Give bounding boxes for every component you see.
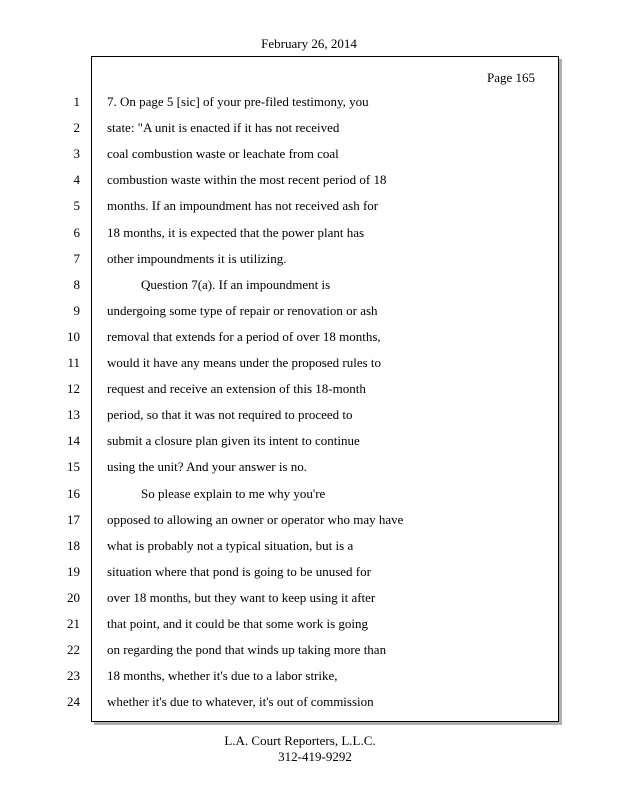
line-number: 2 — [73, 120, 80, 135]
transcript-line: So please explain to me why you're — [141, 486, 326, 501]
footer-phone: 312-419-9292 — [278, 749, 352, 764]
transcript-line: other impoundments it is utilizing. — [107, 251, 287, 266]
line-number: 6 — [73, 225, 80, 240]
transcript-line: would it have any means under the proposed rules to — [107, 355, 382, 370]
line-number: 23 — [67, 668, 80, 683]
page-number: Page 165 — [487, 70, 536, 85]
transcript-line: state: "A unit is enacted if it has not received — [107, 120, 340, 135]
line-number: 9 — [73, 303, 80, 318]
transcript-line: period, so that it was not required to proceed to — [107, 407, 353, 422]
transcript-line: using the unit? And your answer is no. — [107, 459, 308, 474]
transcript-line: over 18 months, but they want to keep using it after — [107, 590, 376, 605]
line-number: 14 — [67, 433, 80, 448]
line-number: 8 — [73, 277, 80, 292]
transcript-line: situation where that pond is going to be unused for — [107, 564, 371, 579]
transcript-line: undergoing some type of repair or renovation or ash — [107, 303, 378, 318]
line-number: 7 — [73, 251, 80, 266]
line-number: 10 — [67, 329, 80, 344]
transcript-line: 18 months, whether it's due to a labor strike, — [107, 668, 338, 683]
line-number: 21 — [67, 616, 80, 631]
line-number: 22 — [67, 642, 80, 657]
transcript-line: what is probably not a typical situation, but is a — [107, 538, 354, 553]
transcript-line: opposed to allowing an owner or operator who may have — [107, 512, 404, 527]
line-number: 16 — [67, 486, 80, 501]
line-number: 17 — [67, 512, 80, 527]
transcript-line: combustion waste within the most recent period of 18 — [107, 172, 387, 187]
line-number: 3 — [73, 146, 80, 161]
transcript-line: submit a closure plan given its intent to continue — [107, 433, 360, 448]
line-number: 24 — [67, 694, 80, 709]
transcript-line: Question 7(a). If an impoundment is — [141, 277, 331, 292]
transcript-line: 18 months, it is expected that the power plant has — [107, 225, 365, 240]
transcript-line: on regarding the pond that winds up taking more than — [107, 642, 387, 657]
footer-company: L.A. Court Reporters, L.L.C. — [224, 733, 376, 748]
transcript-line: whether it's due to whatever, it's out of commission — [107, 694, 374, 709]
line-number: 13 — [67, 407, 80, 422]
line-number: 15 — [67, 459, 80, 474]
transcript-line: removal that extends for a period of over 18 months, — [107, 329, 381, 344]
transcript-line: 7. On page 5 [sic] of your pre-filed testimony, you — [107, 94, 369, 109]
line-number: 1 — [73, 94, 80, 109]
line-number: 11 — [67, 355, 80, 370]
line-number: 20 — [67, 590, 80, 605]
line-number: 19 — [67, 564, 80, 579]
transcript-line: request and receive an extension of this 18-month — [107, 381, 366, 396]
line-number: 12 — [67, 381, 80, 396]
transcript-line: months. If an impoundment has not received ash for — [107, 198, 379, 213]
transcript-line: coal combustion waste or leachate from coal — [107, 146, 339, 161]
line-number: 4 — [73, 172, 80, 187]
header-date: February 26, 2014 — [261, 36, 357, 51]
transcript-line: that point, and it could be that some work is going — [107, 616, 369, 631]
line-number: 18 — [67, 538, 80, 553]
line-number: 5 — [73, 198, 80, 213]
